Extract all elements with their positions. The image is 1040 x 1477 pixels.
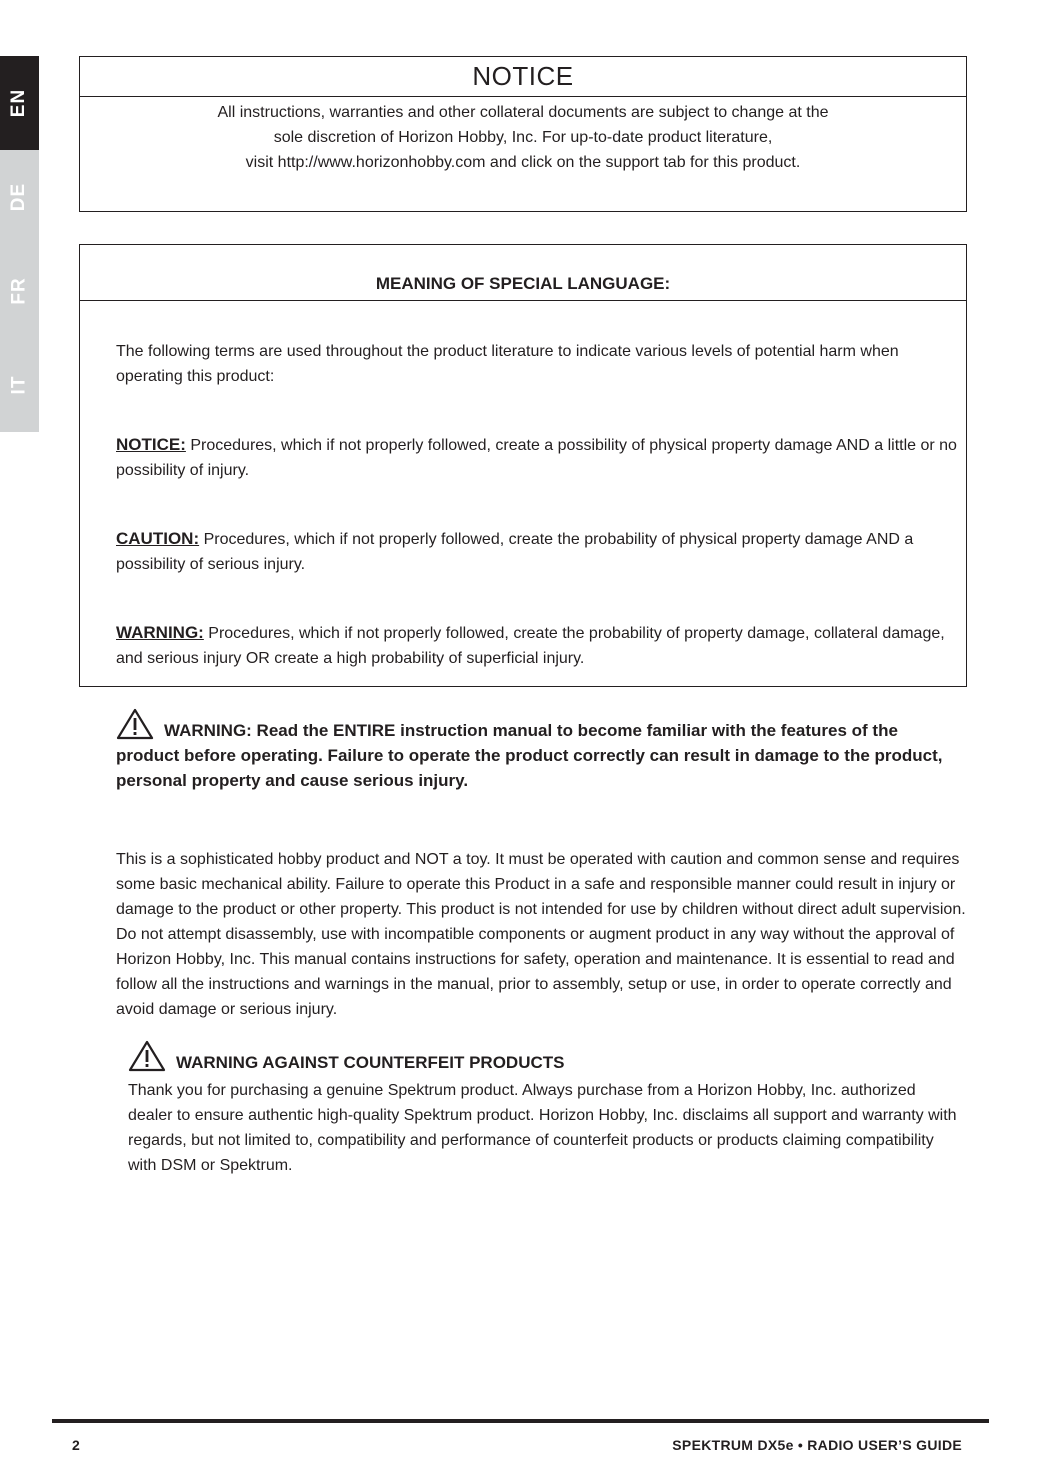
warning-triangle-icon bbox=[116, 708, 154, 740]
counterfeit-text: Thank you for purchasing a genuine Spektrum product. Always purchase from a Horizon Hobby, Inc. authorized dealer to ensure authentic high-quality Spektrum product. Horizon Hobby, Inc. disclaims all support and warranty with regards, but not limited to, compatibility and performance of counterfeit products or products claiming compatibility with DSM or Spektrum. bbox=[128, 1082, 957, 1174]
warning-triangle-icon bbox=[128, 1040, 166, 1072]
main-warning bbox=[116, 708, 956, 793]
notice-body bbox=[80, 97, 966, 175]
lang-tab-it[interactable]: IT bbox=[0, 338, 39, 432]
page-number: 2 bbox=[72, 1437, 80, 1453]
caution-term: CAUTION: bbox=[116, 529, 200, 548]
warning-definition bbox=[116, 620, 964, 671]
lang-tab-de[interactable]: DE bbox=[0, 150, 39, 244]
warning-term: WARNING: bbox=[116, 623, 204, 642]
notice-line: visit http://www.horizonhobby.com and click on the support tab for this product. bbox=[245, 154, 801, 171]
lang-tab-fr[interactable]: FR bbox=[0, 244, 39, 338]
caution-definition-text: Procedures, which if not properly followed, create the probability of physical property damage AND a possibility of serious injury. bbox=[116, 531, 914, 573]
lang-tab-en[interactable]: EN bbox=[0, 56, 39, 150]
safety-paragraph: This is a sophisticated hobby product and NOT a toy. It must be operated with caution and common sense and requires some basic mechanical ability. Failure to operate this Product in a safe and responsible manner could result in injury or damage to the product or other property. This product is not intended for use by children without direct adult supervision. Do not attempt disassembly, use with incompatible components or augment product in any way without the approval of Horizon Hobby, Inc. This manual contains instructions for safety, operation and maintenance. It is essential to read and follow all the instructions and warnings in the manual, prior to assembly, setup or use, in order to operate correctly and avoid damage or serious injury. bbox=[116, 851, 966, 1018]
footer-title: SPEKTRUM DX5e • RADIO USER’S GUIDE bbox=[672, 1437, 962, 1453]
warning-definition-text: Procedures, which if not properly followed, create the probability of property damage, collateral damage, and serious injury OR create a high probability of superficial injury. bbox=[116, 625, 945, 667]
notice-title: NOTICE bbox=[80, 57, 966, 97]
counterfeit-title: WARNING AGAINST COUNTERFEIT PRODUCTS bbox=[176, 1053, 565, 1072]
language-tabs bbox=[0, 56, 39, 432]
notice-term: NOTICE: bbox=[116, 435, 186, 454]
notice-definition-text: Procedures, which if not properly followed, create a possibility of physical property damage AND a little or no possibility of injury. bbox=[116, 437, 957, 479]
notice-line: All instructions, warranties and other collateral documents are subject to change at the bbox=[217, 104, 829, 121]
counterfeit-warning bbox=[128, 1040, 964, 1178]
notice-definition bbox=[116, 432, 964, 483]
caution-definition bbox=[116, 526, 964, 577]
notice-box bbox=[79, 56, 967, 212]
special-language-title: MEANING OF SPECIAL LANGUAGE: bbox=[80, 245, 966, 301]
counterfeit-title-row bbox=[128, 1040, 964, 1078]
special-language-intro: The following terms are used throughout the product literature to indicate various levels of potential harm when operating this product: bbox=[116, 343, 899, 385]
notice-line: sole discretion of Horizon Hobby, Inc. For up-to-date product literature, bbox=[273, 129, 773, 146]
main-warning-text: WARNING: Read the ENTIRE instruction manual to become familiar with the features of the product before operating. Failure to operate the product correctly can result in damage to the product, personal property and cause serious injury. bbox=[116, 721, 943, 790]
special-language-box bbox=[79, 244, 967, 687]
footer-divider bbox=[52, 1419, 989, 1423]
